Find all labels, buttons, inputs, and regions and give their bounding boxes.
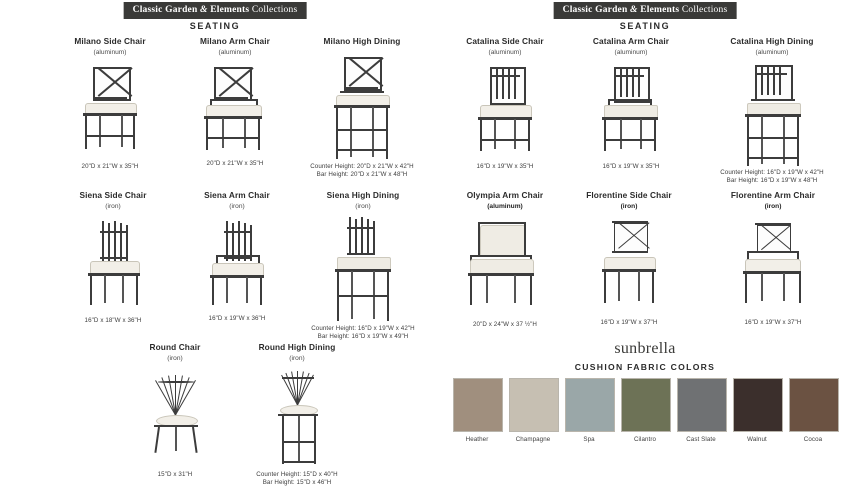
fabric-swatch-cilantro[interactable] xyxy=(621,378,669,443)
fabric-swatch-champagne[interactable] xyxy=(509,378,557,443)
product-illustration-siena-high-dining xyxy=(303,215,423,325)
product-dimensions: Counter Height: 15"D x 40"H xyxy=(256,471,338,478)
product-dimensions: 16"D x 19"W x 35"H xyxy=(602,163,660,170)
product-name: Siena High Dining xyxy=(326,190,400,200)
product-name: Siena Side Chair xyxy=(79,190,147,200)
product-dimensions: Bar Height: 20"D x 21"W x 48"H xyxy=(316,171,408,179)
product-siena-arm-chair xyxy=(172,190,302,323)
product-milano-high-dining xyxy=(292,36,432,180)
brand-banner-left xyxy=(124,2,307,19)
product-dimensions: 16"D x 19"W x 37"H xyxy=(744,319,802,326)
product-name: Round High Dining xyxy=(258,342,336,352)
product-dimensions: Bar Height: 16"D x 19"W x 49"H xyxy=(317,333,409,341)
brand-elements-right: Elements xyxy=(640,5,680,15)
product-illustration-catalina-side-chair xyxy=(450,63,560,155)
product-dimensions: Counter Height: 16"D x 19"W x 42"H xyxy=(311,325,415,332)
product-illustration-catalina-arm-chair xyxy=(576,63,686,155)
product-florentine-arm-chair xyxy=(698,190,848,327)
swatch-chip[interactable] xyxy=(453,378,503,432)
product-material: (iron) xyxy=(167,355,183,362)
product-illustration-catalina-high-dining xyxy=(707,61,837,169)
product-dimensions: 16"D x 19"W x 35"H xyxy=(476,163,534,170)
product-round-chair xyxy=(110,342,240,479)
product-material: (aluminum) xyxy=(93,49,127,56)
brand-collections-right: Collections xyxy=(681,5,728,15)
product-name: Round Chair xyxy=(149,342,201,352)
product-dimensions: 16"D x 19"W x 36"H xyxy=(208,315,266,322)
swatch-label: Walnut xyxy=(747,436,767,443)
product-name: Olympia Arm Chair xyxy=(466,190,544,200)
product-illustration-florentine-side-chair xyxy=(574,217,684,309)
swatch-chip[interactable] xyxy=(565,378,615,432)
sunbrella-logo: sunbrella xyxy=(614,340,676,357)
brand-amp-right: & xyxy=(630,5,638,15)
product-material: (aluminum) xyxy=(218,49,252,56)
brand-collections-left: Collections xyxy=(251,5,298,15)
product-name: Milano High Dining xyxy=(323,36,401,46)
product-dimensions: 15"D x 31"H xyxy=(157,471,193,478)
fabric-section-header xyxy=(430,340,860,372)
swatch-label: Cilantro xyxy=(633,436,657,443)
product-illustration-siena-side-chair xyxy=(58,217,168,309)
brand-banner-right xyxy=(554,2,737,19)
product-material: (aluminum) xyxy=(487,203,523,210)
product-siena-side-chair xyxy=(48,190,178,325)
swatch-label: Champagne xyxy=(515,436,551,443)
product-name: Florentine Arm Chair xyxy=(730,190,816,200)
swatch-label: Cocoa xyxy=(803,436,823,443)
product-illustration-florentine-arm-chair xyxy=(713,217,833,309)
product-illustration-siena-arm-chair xyxy=(182,217,292,309)
fabric-swatch-list xyxy=(453,378,837,443)
product-material: (iron) xyxy=(355,203,371,210)
brand-name-left: Classic Garden xyxy=(132,5,198,15)
product-material: (iron) xyxy=(229,203,245,210)
swatch-chip[interactable] xyxy=(509,378,559,432)
product-milano-side-chair xyxy=(45,36,175,171)
swatch-chip[interactable] xyxy=(733,378,783,432)
product-dimensions: Counter Height: 20"D x 21"W x 42"H xyxy=(310,163,414,170)
cushion-fabric-colors-heading: CUSHION FABRIC COLORS xyxy=(574,362,716,372)
product-illustration-olympia-arm-chair xyxy=(450,219,560,311)
product-name: Milano Side Chair xyxy=(74,36,146,46)
swatch-chip[interactable] xyxy=(789,378,839,432)
product-material: (iron) xyxy=(620,203,638,210)
product-dimensions: 20"D x 21"W x 35"H xyxy=(81,163,139,170)
swatch-chip[interactable] xyxy=(677,378,727,432)
product-material: (iron) xyxy=(764,203,782,210)
product-dimensions: 16"D x 18"W x 36"H xyxy=(84,317,142,324)
product-name: Catalina High Dining xyxy=(730,36,814,46)
product-dimensions: Bar Height: 16"D x 19"W x 48"H xyxy=(726,177,818,185)
product-name: Catalina Arm Chair xyxy=(592,36,670,46)
fabric-swatch-heather[interactable] xyxy=(453,378,501,443)
product-material: (iron) xyxy=(105,203,121,210)
swatch-label: Spa xyxy=(583,436,595,443)
product-catalina-arm-chair xyxy=(566,36,696,171)
product-name: Milano Arm Chair xyxy=(200,36,270,46)
product-name: Florentine Side Chair xyxy=(586,190,672,200)
fabric-swatch-walnut[interactable] xyxy=(733,378,781,443)
product-material: (aluminum) xyxy=(488,49,522,56)
product-material: (aluminum) xyxy=(755,49,789,56)
product-illustration-round-chair xyxy=(120,369,230,459)
product-round-high-dining xyxy=(232,342,362,488)
product-illustration-milano-side-chair xyxy=(55,63,165,153)
product-florentine-side-chair xyxy=(562,190,696,327)
product-name: Catalina Side Chair xyxy=(466,36,544,46)
fabric-swatch-cocoa[interactable] xyxy=(789,378,837,443)
swatch-chip[interactable] xyxy=(621,378,671,432)
right-panel xyxy=(430,0,860,500)
swatch-label: Cast Slate xyxy=(686,436,716,443)
section-title-left: SEATING xyxy=(189,21,241,31)
product-milano-arm-chair xyxy=(170,36,300,168)
product-catalina-high-dining xyxy=(688,36,856,186)
product-dimensions: 16"D x 19"W x 37"H xyxy=(600,319,658,326)
fabric-swatch-spa[interactable] xyxy=(565,378,613,443)
product-dimensions: 20"D x 21"W x 35"H xyxy=(206,160,264,167)
brand-name-right: Classic Garden xyxy=(562,5,628,15)
product-material: (aluminum) xyxy=(614,49,648,56)
product-dimensions: Bar Height: 15"D x 46"H xyxy=(262,479,332,487)
product-dimensions: 20"D x 24"W x 37 ½"H xyxy=(473,321,537,328)
brand-amp-left: & xyxy=(200,5,208,15)
product-material: (iron) xyxy=(289,355,305,362)
fabric-swatch-cast-slate[interactable] xyxy=(677,378,725,443)
swatch-label: Heather xyxy=(465,436,489,443)
product-olympia-arm-chair xyxy=(440,190,570,329)
product-illustration-milano-high-dining xyxy=(302,51,422,163)
product-illustration-round-high-dining xyxy=(242,367,352,471)
product-name: Siena Arm Chair xyxy=(204,190,270,200)
product-dimensions: Counter Height: 16"D x 19"W x 42"H xyxy=(720,169,824,176)
brand-elements-left: Elements xyxy=(210,5,250,15)
product-siena-high-dining xyxy=(296,190,430,342)
product-illustration-milano-arm-chair xyxy=(180,63,290,153)
section-title-right: SEATING xyxy=(619,21,671,31)
product-catalina-side-chair xyxy=(440,36,570,171)
